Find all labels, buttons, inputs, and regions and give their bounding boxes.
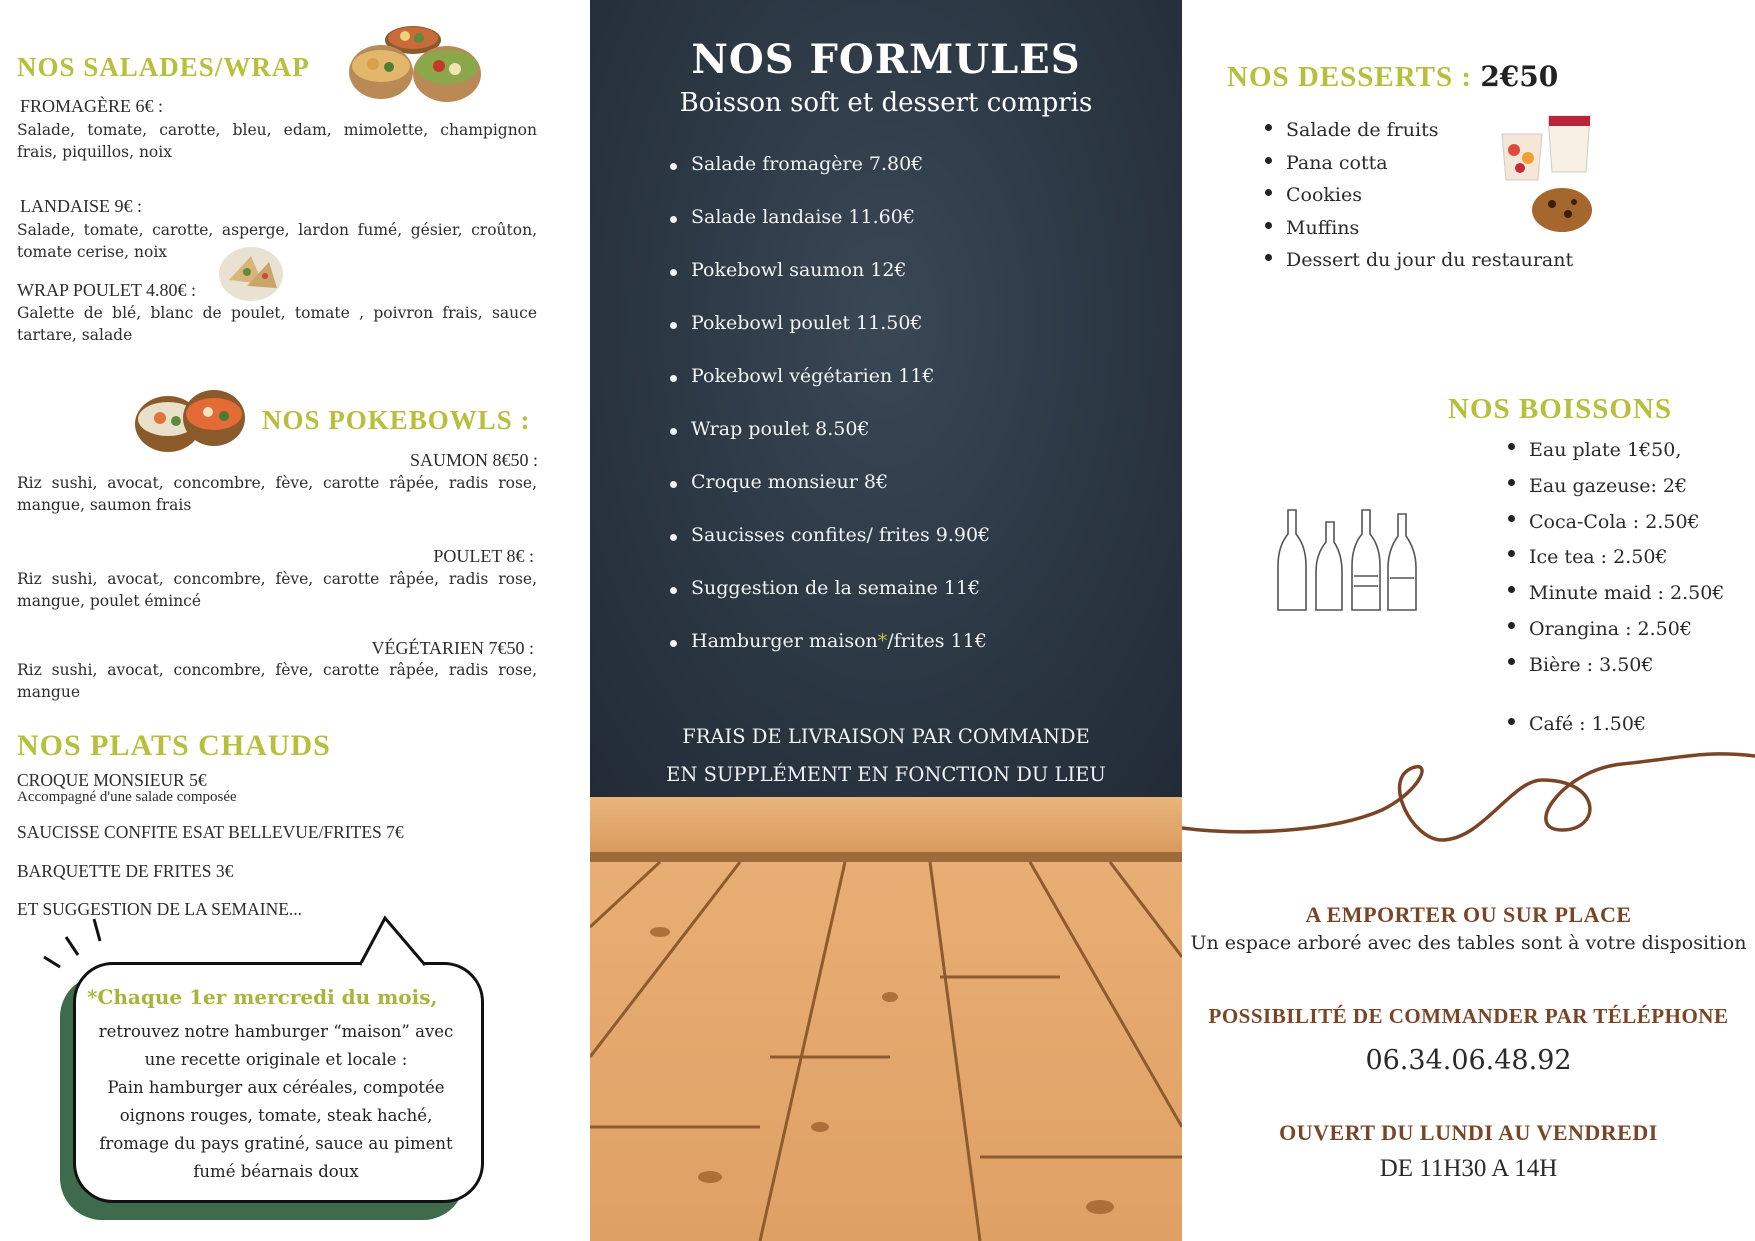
emporter-title: A EMPORTER OU SUR PLACE <box>1305 902 1632 927</box>
boisson-item: Bière : 3.50€ <box>1529 648 1724 684</box>
livraison-line: EN SUPPLÉMENT EN FONCTION DU LIEU <box>666 763 1106 786</box>
poulet-desc: Riz sushi, avocat, concombre, fève, carotte râpée, radis rose, mangue, poulet émincé <box>17 570 537 610</box>
cafe-list <box>1507 708 1646 740</box>
croque-label: CROQUE MONSIEUR 5€ <box>17 770 207 790</box>
formules-subtitle: Boisson soft et dessert compris <box>679 88 1093 118</box>
boisson-item: Coca-Cola : 2.50€ <box>1529 505 1724 541</box>
bubble-line: une recette originale et locale : <box>144 1050 408 1069</box>
dessert-item: Cookies <box>1286 179 1573 212</box>
formule-item: Wrap poulet 8.50€ <box>691 418 1171 471</box>
boisson-item: Ice tea : 2.50€ <box>1529 540 1724 576</box>
formule-item: Salade landaise 11.60€ <box>691 206 1171 259</box>
wrap-desc: Galette de blé, blanc de poulet, tomate , poivron frais, sauce tartare, salade <box>17 304 537 344</box>
emporter-desc: Un espace arboré avec des tables sont à votre disposition <box>1190 932 1747 954</box>
saumon-label: SAUMON 8€50 : <box>409 450 538 470</box>
hamburger-text: Hamburger maison <box>691 630 878 652</box>
suggestion-label: ET SUGGESTION DE LA SEMAINE... <box>17 899 303 919</box>
dessert-item: Pana cotta <box>1286 147 1573 180</box>
croque-desc: Accompagné d'une salade composée <box>17 789 237 805</box>
dessert-item: Dessert du jour du restaurant <box>1286 244 1573 277</box>
livraison-line: FRAIS DE LIVRAISON PAR COMMANDE <box>682 725 1090 748</box>
telephone-title: POSSIBILITÉ DE COMMANDER PAR TÉLÉPHONE <box>1208 1004 1729 1028</box>
boisson-item: Minute maid : 2.50€ <box>1529 576 1724 612</box>
desserts-title: NOS DESSERTS : <box>1227 61 1481 93</box>
salad-bowls-image <box>347 14 487 106</box>
formules-title: NOS FORMULES <box>691 36 1081 83</box>
bubble-line: retrouvez notre hamburger “maison” avec <box>98 1022 454 1041</box>
telephone-number[interactable]: 06.34.06.48.92 <box>1365 1045 1572 1076</box>
desserts-heading <box>1227 60 1558 94</box>
formule-item-hamburger <box>691 630 1171 683</box>
formule-item: Pokebowl végétarien 11€ <box>691 365 1171 418</box>
dessert-item: Muffins <box>1286 212 1573 245</box>
boissons-list <box>1507 433 1724 684</box>
pokebowls-image <box>134 388 246 454</box>
hamburger-frites: /frites 11€ <box>887 630 987 652</box>
fromagere-label: FROMAGÈRE 6€ : <box>20 96 164 116</box>
ouvert-title: OUVERT DU LUNDI AU VENDREDI <box>1279 1120 1658 1145</box>
livraison-note <box>590 718 1182 794</box>
wood-floor-drawing <box>590 797 1182 1241</box>
formule-item: Pokebowl poulet 11.50€ <box>691 312 1171 365</box>
vegetarien-desc: Riz sushi, avocat, concombre, fève, carotte râpée, radis rose, mangue <box>17 661 537 701</box>
saumon-desc: Riz sushi, avocat, concombre, fève, carotte râpée, radis rose, mangue, saumon frais <box>17 474 537 514</box>
wood-floor-image <box>590 797 1182 1241</box>
right-column <box>1182 0 1755 1241</box>
formules-chalkboard <box>590 0 1182 797</box>
boisson-item: Eau gazeuse: 2€ <box>1529 469 1724 505</box>
bubble-text <box>76 1018 476 1186</box>
bubble-line: oignons rouges, tomate, steak haché, <box>119 1106 433 1125</box>
formule-item: Suggestion de la semaine 11€ <box>691 577 1171 630</box>
desserts-image <box>1498 110 1598 236</box>
landaise-desc: Salade, tomate, carotte, asperge, lardon fumé, gésier, croûton, tomate cerise, noix <box>17 221 537 261</box>
wrap-label: WRAP POULET 4.80€ : <box>17 280 197 300</box>
saucisse-label: SAUCISSE CONFITE ESAT BELLEVUE/FRITES 7€ <box>17 822 404 842</box>
wrap-image <box>217 244 285 302</box>
formules-list <box>669 153 1171 683</box>
frites-label: BARQUETTE DE FRITES 3€ <box>17 861 234 881</box>
cafe-item: Café : 1.50€ <box>1529 708 1646 740</box>
dessert-item: Salade de fruits <box>1286 114 1573 147</box>
bottles-image <box>1270 506 1420 618</box>
bubble-line: fumé béarnais doux <box>193 1162 359 1181</box>
poulet-label: POULET 8€ : <box>433 546 534 566</box>
decorative-swirl <box>1182 740 1755 860</box>
pokebowls-title: NOS POKEBOWLS : <box>262 405 531 435</box>
horaires: DE 11H30 A 14H <box>1379 1155 1558 1182</box>
formule-item: Croque monsieur 8€ <box>691 471 1171 524</box>
formule-item: Saucisses confites/ frites 9.90€ <box>691 524 1171 577</box>
boissons-title: NOS BOISSONS <box>1448 393 1672 425</box>
boisson-item: Orangina : 2.50€ <box>1529 612 1724 648</box>
formule-item: Pokebowl saumon 12€ <box>691 259 1171 312</box>
landaise-label: LANDAISE 9€ : <box>20 196 142 216</box>
bubble-line: fromage du pays gratiné, sauce au piment <box>99 1134 453 1153</box>
formule-item: Salade fromagère 7.80€ <box>691 153 1171 206</box>
plats-chauds-title: NOS PLATS CHAUDS <box>17 729 331 762</box>
desserts-price: 2€50 <box>1480 60 1559 93</box>
left-column <box>0 0 590 1241</box>
hamburger-star: * <box>877 630 888 652</box>
bubble-title: *Chaque 1er mercredi du mois, <box>87 985 438 1009</box>
boisson-item: Eau plate 1€50, <box>1529 433 1724 469</box>
vegetarien-label: VÉGÉTARIEN 7€50 : <box>371 638 534 658</box>
salades-title: NOS SALADES/WRAP <box>17 52 310 82</box>
fromagere-desc: Salade, tomate, carotte, bleu, edam, mimolette, champignon frais, piquillos, noix <box>17 121 537 161</box>
bubble-pointer <box>40 915 480 975</box>
bubble-line: Pain hamburger aux céréales, compotée <box>107 1078 445 1097</box>
